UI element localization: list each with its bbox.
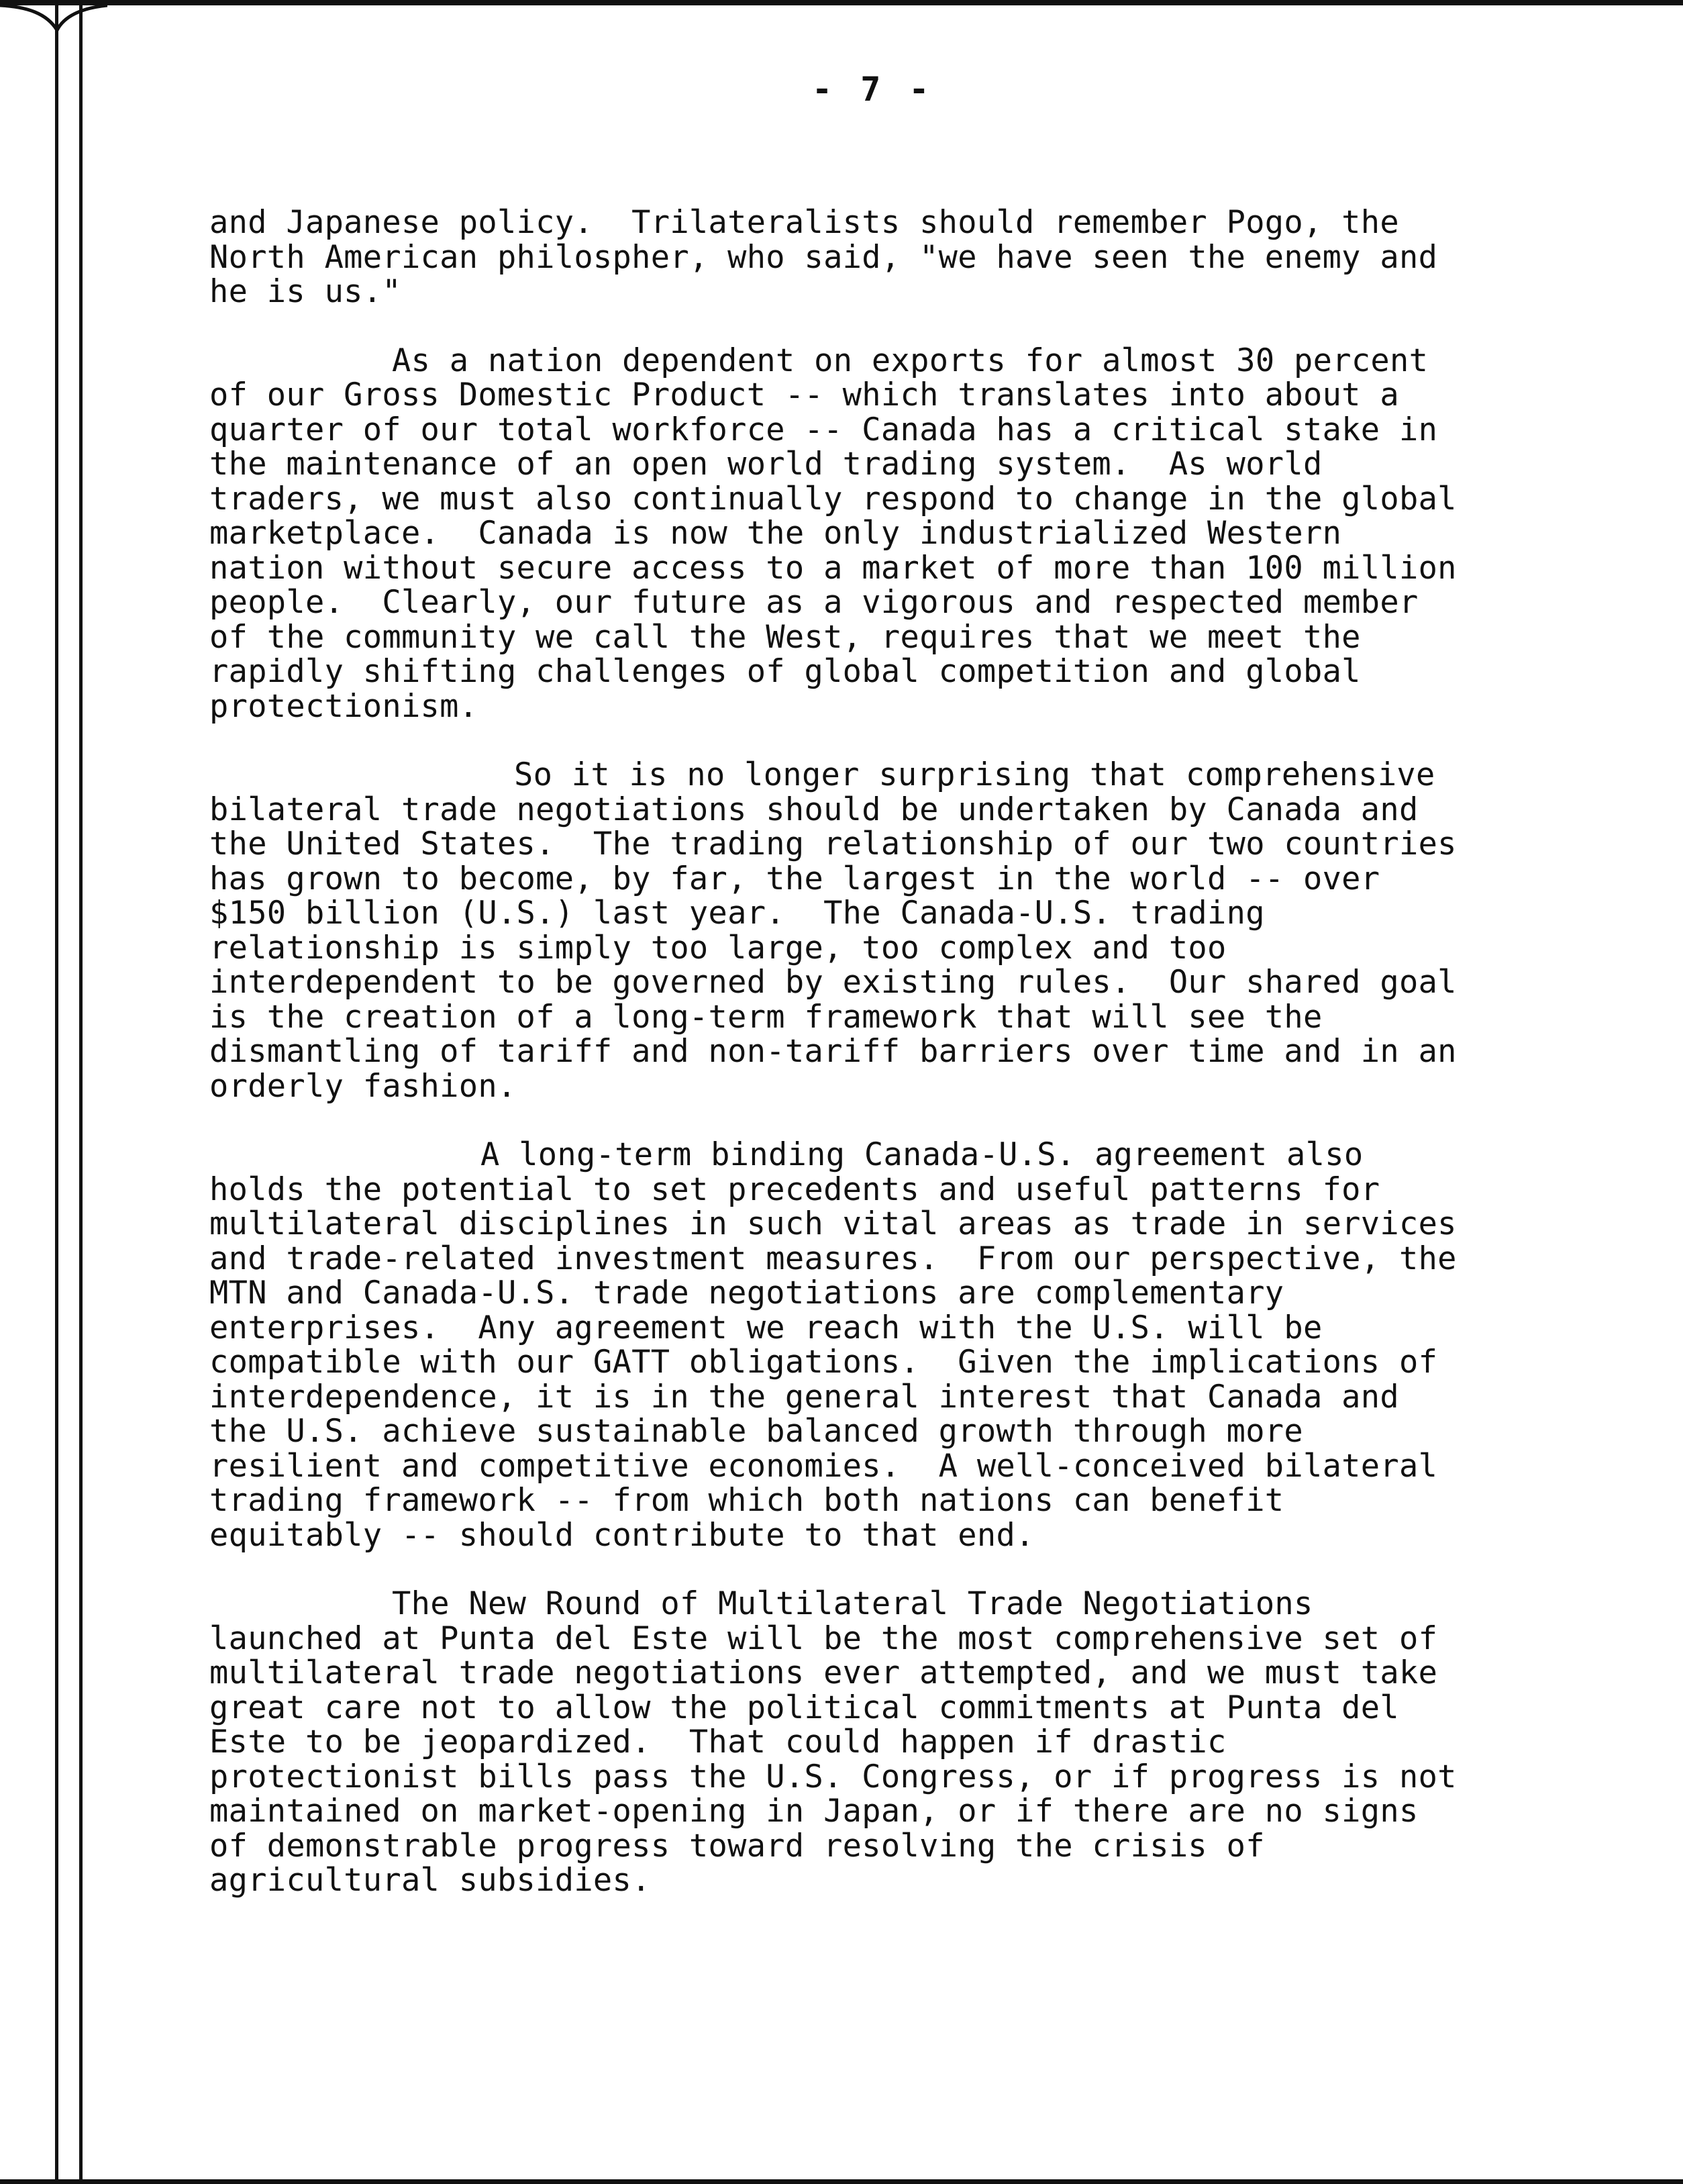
- text-line: So it is no longer surprising that comprehensive: [514, 756, 1435, 793]
- text-line: has grown to become, by far, the largest in the world -- over: [209, 860, 1380, 897]
- text-line: and Japanese policy. Trilateralists should remember Pogo, the: [209, 204, 1399, 241]
- text-line: rapidly shifting challenges of global competition and global: [209, 653, 1361, 690]
- text-line: the United States. The trading relationship of our two countries: [209, 826, 1457, 862]
- text-line: enterprises. Any agreement we reach with the U.S. will be: [209, 1309, 1323, 1346]
- text-line: compatible with our GATT obligations. Given the implications of: [209, 1344, 1438, 1381]
- text-line: bilateral trade negotiations should be undertaken by Canada and: [209, 791, 1419, 828]
- paragraph-gap: [209, 1552, 1551, 1587]
- text-line: holds the potential to set precedents and useful patterns for: [209, 1171, 1380, 1208]
- left-margin-rule: [55, 0, 58, 2184]
- text-line: North American philospher, who said, "we have seen the enemy and: [209, 238, 1438, 276]
- text-line: protectionist bills pass the U.S. Congress, or if progress is not: [209, 1758, 1457, 1795]
- text-line: orderly fashion.: [209, 1067, 517, 1105]
- text-line: multilateral trade negotiations ever attempted, and we must take: [209, 1654, 1438, 1691]
- paragraph-gap: [209, 1103, 1551, 1138]
- text-line: The New Round of Multilateral Trade Negotiations: [392, 1585, 1313, 1622]
- text-line: MTN and Canada-U.S. trade negotiations are complementary: [209, 1275, 1284, 1311]
- text-line: maintained on market-opening in Japan, or if there are no signs: [209, 1793, 1419, 1830]
- text-line: $150 billion (U.S.) last year. The Canada-U.S. trading: [209, 895, 1265, 932]
- text-line: equitably -- should contribute to that end.: [209, 1516, 1035, 1554]
- text-line: relationship is simply too large, too complex and too: [209, 929, 1227, 966]
- text-line: great care not to allow the political commitments at Punta del: [209, 1689, 1399, 1726]
- text-line: multilateral disciplines in such vital areas as trade in services: [209, 1205, 1457, 1242]
- paragraph: [209, 758, 1551, 1103]
- text-line: trading framework -- from which both nations can benefit: [209, 1482, 1284, 1519]
- text-line: launched at Punta del Este will be the most comprehensive set of: [209, 1620, 1438, 1657]
- text-line: and trade-related investment measures. From our perspective, the: [209, 1240, 1457, 1277]
- left-margin-rule-inner: [79, 0, 83, 2184]
- text-line: agricultural subsidies.: [209, 1862, 651, 1899]
- paragraph: [209, 205, 1551, 309]
- text-line: interdependent to be governed by existing rules. Our shared goal: [209, 964, 1457, 1001]
- document-body: [209, 205, 1551, 1898]
- paragraph: [209, 1587, 1551, 1898]
- text-line: As a nation dependent on exports for almost 30 percent: [392, 342, 1429, 379]
- text-line: of our Gross Domestic Product -- which translates into about a: [209, 377, 1399, 413]
- text-line: nation without secure access to a market of more than 100 million: [209, 549, 1457, 587]
- text-line: resilient and competitive economies. A well-conceived bilateral: [209, 1447, 1438, 1485]
- text-line: people. Clearly, our future as a vigorous and respected member: [209, 584, 1419, 621]
- text-line: quarter of our total workforce -- Canada has a critical stake in: [209, 411, 1438, 448]
- text-line: A long-term binding Canada-U.S. agreement also: [480, 1136, 1364, 1173]
- text-line: of the community we call the West, requires that we meet the: [209, 618, 1361, 656]
- text-line: interdependence, it is in the general interest that Canada and: [209, 1378, 1399, 1416]
- paragraph: [209, 1138, 1551, 1552]
- text-line: traders, we must also continually respond to change in the global: [209, 480, 1457, 517]
- text-line: is the creation of a long-term framework that will see the: [209, 998, 1323, 1036]
- paragraph-gap: [209, 724, 1551, 758]
- text-line: Este to be jeopardized. That could happen if drastic: [209, 1724, 1227, 1760]
- page-corner-curl: [0, 0, 107, 40]
- paragraph-gap: [209, 309, 1551, 344]
- text-line: of demonstrable progress toward resolving the crisis of: [209, 1827, 1265, 1865]
- text-line: protectionism.: [209, 687, 478, 725]
- text-line: the U.S. achieve sustainable balanced growth through more: [209, 1413, 1303, 1450]
- paragraph: [209, 344, 1551, 724]
- page-top-border: [0, 0, 1683, 5]
- text-line: the maintenance of an open world trading system. As world: [209, 446, 1323, 483]
- page-bottom-border: [0, 2179, 1683, 2184]
- text-line: he is us.": [209, 273, 401, 310]
- page-number: - 7 -: [812, 70, 933, 109]
- text-line: dismantling of tariff and non-tariff barriers over time and in an: [209, 1033, 1457, 1070]
- text-line: marketplace. Canada is now the only industrialized Western: [209, 515, 1342, 552]
